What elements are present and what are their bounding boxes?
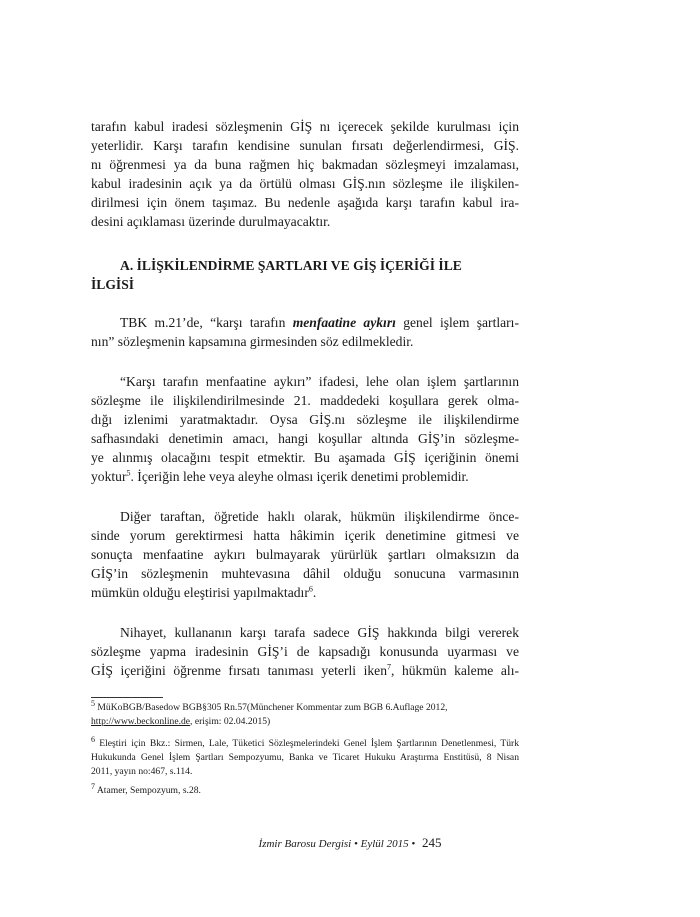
- footnote-line: [91, 698, 519, 715]
- text-run: mümkün olduğu eleştirisi yapılmaktadır: [91, 584, 309, 600]
- paragraph-4: [91, 508, 519, 603]
- text-line: yeterlidir. Karşı tarafın kendisine sunulan fırsatı değerlendirmesi, GİŞ.: [91, 137, 519, 153]
- text-line: “Karşı tarafın menfaatine aykırı” ifadesi, lehe olan işlem şartlarının: [120, 374, 519, 389]
- footnote-text: Atamer, Sempozyum, s.28.: [96, 785, 201, 796]
- footer-separator: •: [354, 838, 358, 850]
- issue-date: Eylül 2015: [360, 838, 409, 850]
- text-line: sözleşme ile ilişkilendirilmesinde 21. maddedeki koşullara gerek olma-: [91, 392, 519, 408]
- footnote-number: 7: [91, 781, 95, 791]
- text-run: . İçeriğin lehe veya aleyhe olması içerik denetimi problemidir.: [130, 468, 469, 484]
- footnote-number: 5: [91, 698, 95, 708]
- footnote-ref[interactable]: 7: [387, 662, 391, 672]
- text-line: [91, 468, 519, 487]
- heading-line: A. İLİŞKİLENDİRME ŞARTLARI VE GİŞ İÇERİĞİ İLE: [120, 258, 462, 273]
- paragraph-1: [91, 118, 519, 231]
- text-line: safhasındaki denetimin amacı, hangi koşullar altında GİŞ’in sözleşme-: [91, 430, 519, 446]
- footnote-7: [91, 781, 519, 798]
- heading-line: İLGİSİ: [91, 277, 135, 292]
- footnote-number: 6: [91, 734, 95, 744]
- footnote-5: [91, 698, 519, 729]
- footnote-6: [91, 734, 520, 779]
- text-line: nı öğrenmesi ya da buna rağmen hiç bakmadan sözleşmeyi imzalaması,: [91, 156, 519, 172]
- text-line: sözleşme yapma iradesinin GİŞ’i de kapsadığı konusunda uyarması ve: [91, 643, 519, 659]
- text-line: [91, 584, 519, 603]
- section-heading: [91, 256, 519, 294]
- footnote-line: [91, 781, 519, 798]
- text-line: kabul iradesinin açık ya da örtülü olması GİŞ.nın sözleşme ile ilişkilen-: [91, 175, 519, 191]
- footnote-divider: [91, 697, 163, 698]
- paragraph-3: [91, 373, 519, 486]
- page-number: 245: [421, 835, 442, 850]
- text-line: Diğer taraftan, öğretide haklı olarak, hükmün ilişkilendirme önce-: [120, 509, 519, 524]
- text-line: dirilmesi için önem taşımaz. Bu nedenle aşağıda karşı tarafın kabul ira-: [91, 194, 519, 210]
- footnote-text: Eleştiri için Bkz.: Sirmen, Lale, Tüketici Sözleşmelerindeki Genel İşlem Şartlarının Denetlenmesi, Türk: [99, 738, 520, 749]
- text-run: GİŞ içeriğini öğrenme fırsatı tanıması yeterli iken: [91, 662, 387, 678]
- footnote-ref[interactable]: 6: [308, 584, 313, 594]
- footnote-line: 2011, yayın no:467, s.114.: [91, 766, 193, 777]
- text-line: [91, 662, 519, 681]
- text-run: TBK m.21’de, “karşı tarafın: [120, 315, 293, 330]
- text-run: , hükmün kaleme alı-: [391, 662, 519, 678]
- page-footer: [0, 835, 700, 851]
- footnote-line: [91, 734, 520, 751]
- text-line: [91, 314, 519, 333]
- footnote-line: [91, 715, 519, 729]
- paragraph-2: [91, 314, 519, 352]
- paragraph-5: [91, 624, 519, 681]
- text-line: dığı izlenimi yaratmaktadır. Oysa GİŞ.nı sözleşme ile ilişkilendirme: [91, 411, 519, 427]
- text-line: desini açıklaması üzerinde durulmayacaktır.: [91, 213, 331, 229]
- text-run: .: [312, 584, 317, 600]
- footnote-line: Hukukunda Genel İşlem Şartları Sempozyumu, Banka ve Ticaret Hukuku Araştırma Enstitüsü, 8 Nisan: [91, 752, 519, 763]
- footnote-text: MüKoBGB/Basedow BGB§305 Rn.57(Münchener Kommentar zum BGB 6.Auflage 2012,: [97, 702, 448, 713]
- journal-name: İzmir Barosu Dergisi: [258, 838, 352, 850]
- text-line: ye alınmış olacağını tespit etmektir. Bu aşamada GİŞ içeriğinin önemi: [91, 449, 519, 465]
- text-line: sinde yorum gerektirmesi hatta hâkimin içerik denetimine gitmesi ve: [91, 527, 519, 543]
- text-line: GİŞ’in sözleşmenin muhtevasına dâhil olduğu sonucuna varmasının: [91, 565, 519, 581]
- text-line: tarafın kabul iradesi sözleşmenin GİŞ nı içerecek şekilde kurulması için: [91, 119, 519, 134]
- text-line: sonuçta menfaatine aykırı bulmayarak yürürlük şartları olmaksızın da: [91, 546, 519, 562]
- text-run: genel işlem şartları-: [395, 315, 519, 330]
- footnote-link[interactable]: http://www.beckonline.de: [91, 716, 191, 727]
- footnote-ref[interactable]: 5: [126, 468, 131, 477]
- footnote-text: , erişim: 02.04.2015): [190, 716, 271, 727]
- text-line: nın” sözleşmenin kapsamına girmesinden söz edilmekledir.: [91, 333, 414, 349]
- footer-separator: •: [411, 838, 416, 850]
- emphasis-text: menfaatine aykırı: [292, 315, 396, 330]
- text-line: Nihayet, kullananın karşı tarafa sadece GİŞ hakkında bilgi vererek: [120, 625, 519, 640]
- text-run: yoktur: [91, 468, 127, 484]
